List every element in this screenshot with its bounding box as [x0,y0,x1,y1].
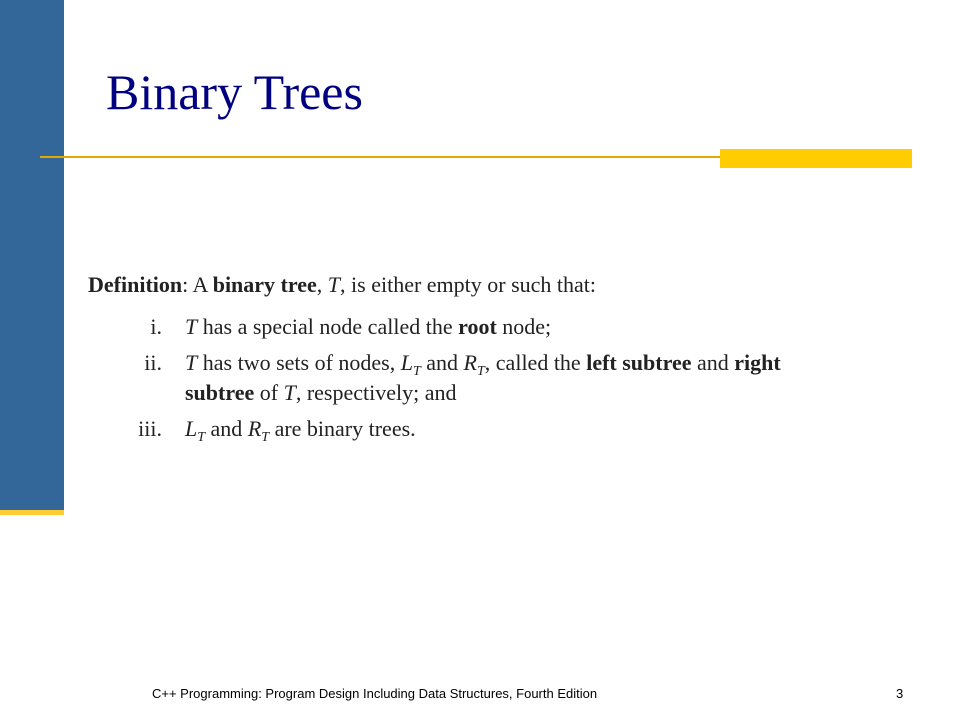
slide-footer: C++ Programming: Program Design Including Data Structures, Fourth Edition [152,686,598,701]
definition-intro: Definition: A binary tree, T, is either empty or such that: [88,272,597,297]
slide-title: Binary Trees [106,64,363,120]
list-item [88,312,938,348]
sidebar-accent-line [0,510,64,515]
list-item-text: T has a special node called the root node; [185,314,552,339]
definition-label: Definition [88,272,183,297]
list-item-text: T has two sets of nodes, $L_T$ and $R_T$, called the left subtree and right [185,350,781,379]
definition-block [88,270,938,450]
sidebar-decoration [0,0,64,512]
list-item [88,348,938,414]
definition-term: binary tree [212,272,317,297]
list-marker: i. [150,314,162,339]
list-item [88,414,938,450]
list-marker: ii. [144,350,162,375]
title-underline-accent [720,149,912,168]
list-item-continuation: subtree of T, respectively; and [185,380,457,405]
list-item-text: $L_T$ and $R_T$ are binary trees. [185,416,416,445]
list-marker: iii. [138,416,162,441]
page-number: 3 [896,686,904,701]
